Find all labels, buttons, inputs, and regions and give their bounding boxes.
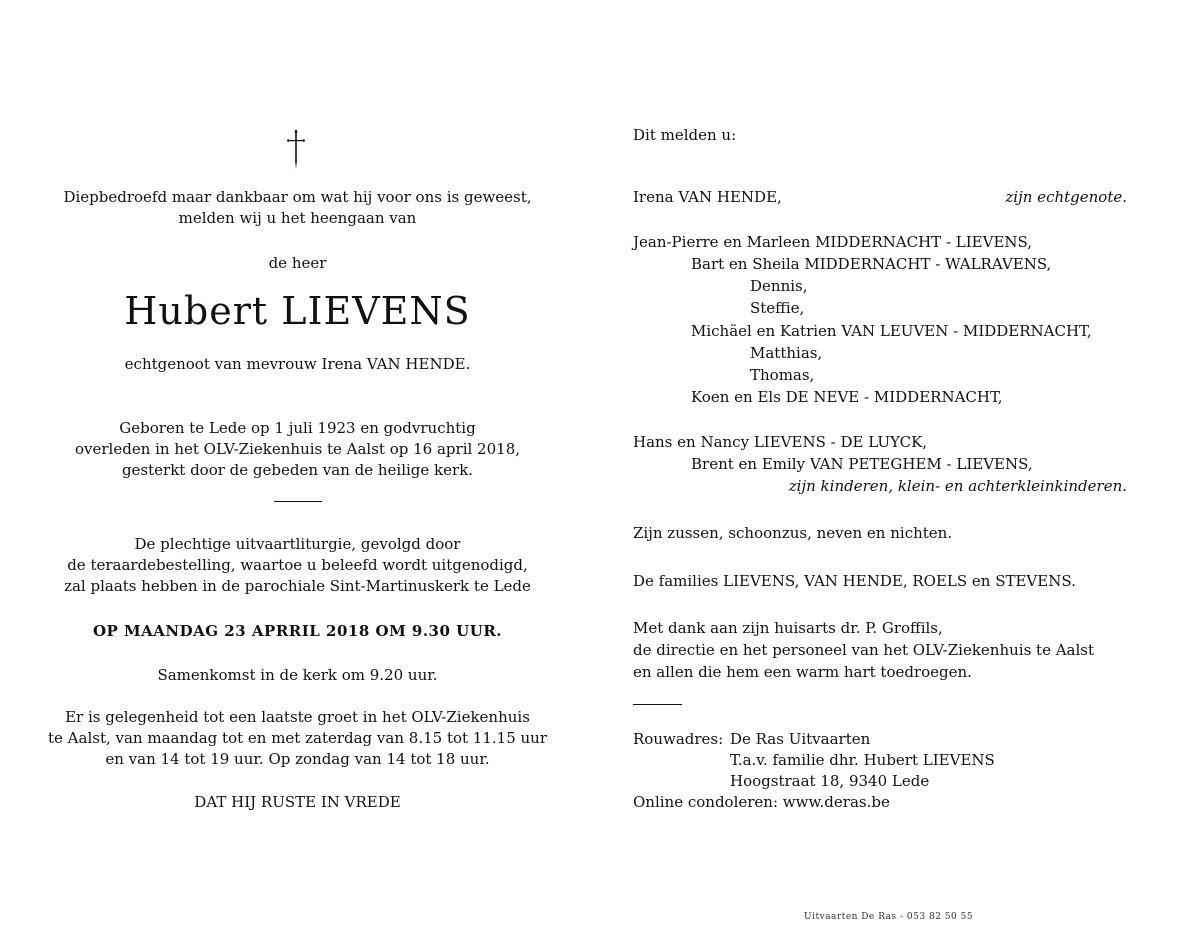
- birth-block: [40, 418, 555, 481]
- announcement-header: Dit melden u:: [633, 126, 737, 144]
- deceased-name: Hubert LIEVENS: [124, 289, 471, 333]
- intro-line: Diepbedroefd maar dankbaar om wat hij voor ons is geweest,: [63, 188, 532, 206]
- thanks-line: de directie en het personeel van het OLV-Ziekenhuis te Aalst: [633, 641, 1095, 659]
- family-line: Thomas,: [750, 366, 815, 384]
- funeral-line: zal plaats hebben in de parochiale Sint-Martinuskerk te Lede: [64, 577, 531, 595]
- greeting-line: Er is gelegenheid tot een laatste groet in het OLV-Ziekenhuis: [65, 708, 530, 726]
- family-line: Matthias,: [750, 344, 823, 362]
- title-prefix: de heer: [268, 254, 327, 272]
- greeting-line: te Aalst, van maandag tot en met zaterdag van 8.15 tot 11.15 uur: [48, 729, 547, 747]
- address-line: Hoogstraat 18, 9340 Lede: [730, 772, 930, 790]
- family-line: Jean-Pierre en Marleen MIDDERNACHT - LIEVENS,: [633, 233, 1033, 251]
- family-line: Steffie,: [750, 299, 805, 317]
- spouse-role: zijn echtgenote.: [1005, 188, 1127, 206]
- funeral-line: de teraardebestelling, waartoe u beleefd wordt uitgenodigd,: [67, 556, 528, 574]
- funeral-block: [40, 534, 555, 597]
- birth-line: gesterkt door de gebeden van de heilige kerk.: [121, 461, 474, 479]
- family-line: Bart en Sheila MIDDERNACHT - WALRAVENS,: [691, 255, 1052, 273]
- thanks-line: en allen die hem een warm hart toedroegen.: [633, 663, 972, 681]
- address-line: T.a.v. familie dhr. Hubert LIEVENS: [730, 751, 995, 769]
- birth-line: Geboren te Lede op 1 juli 1923 en godvruchtig: [119, 419, 476, 437]
- greeting-block: [40, 707, 555, 770]
- spouse-line: echtgenoot van mevrouw Irena VAN HENDE.: [124, 355, 471, 373]
- funeral-date: OP MAANDAG 23 APRRIL 2018 OM 9.30 UUR.: [92, 622, 503, 640]
- address-label: Rouwadres:: [633, 730, 724, 748]
- family-line: Hans en Nancy LIEVENS - DE LUYCK,: [633, 433, 928, 451]
- siblings-line: Zijn zussen, schoonzus, neven en nichten.: [633, 524, 953, 542]
- greeting-line: en van 14 tot 19 uur. Op zondag van 14 tot 18 uur.: [105, 750, 490, 768]
- cross-icon: [286, 128, 306, 170]
- divider: [274, 501, 322, 502]
- family-line: Koen en Els DE NEVE - MIDDERNACHT,: [691, 388, 1003, 406]
- birth-line: overleden in het OLV-Ziekenhuis te Aalst op 16 april 2018,: [74, 440, 521, 458]
- online-condolence: Online condoleren: www.deras.be: [633, 793, 890, 811]
- families-line: De families LIEVENS, VAN HENDE, ROELS en STEVENS.: [633, 572, 1076, 590]
- gathering-line: Samenkomst in de kerk om 9.20 uur.: [157, 666, 438, 684]
- intro-line: melden wij u het heengaan van: [178, 209, 417, 227]
- intro-block: [40, 187, 555, 229]
- address-line: De Ras Uitvaarten: [730, 730, 871, 748]
- funeral-line: De plechtige uitvaartliturgie, gevolgd door: [134, 535, 461, 553]
- children-role: zijn kinderen, klein- en achterkleinkinderen.: [788, 477, 1127, 495]
- family-line: Michäel en Katrien VAN LEUVEN - MIDDERNACHT,: [691, 322, 1092, 340]
- divider: [633, 704, 682, 705]
- family-line: Dennis,: [750, 277, 808, 295]
- closing-line: DAT HIJ RUSTE IN VREDE: [194, 793, 401, 811]
- thanks-line: Met dank aan zijn huisarts dr. P. Groffils,: [633, 619, 943, 637]
- spouse-name: Irena VAN HENDE,: [633, 188, 782, 206]
- family-line: Brent en Emily VAN PETEGHEM - LIEVENS,: [691, 455, 1033, 473]
- footer-credit: Uitvaarten De Ras - 053 82 50 55: [804, 912, 974, 922]
